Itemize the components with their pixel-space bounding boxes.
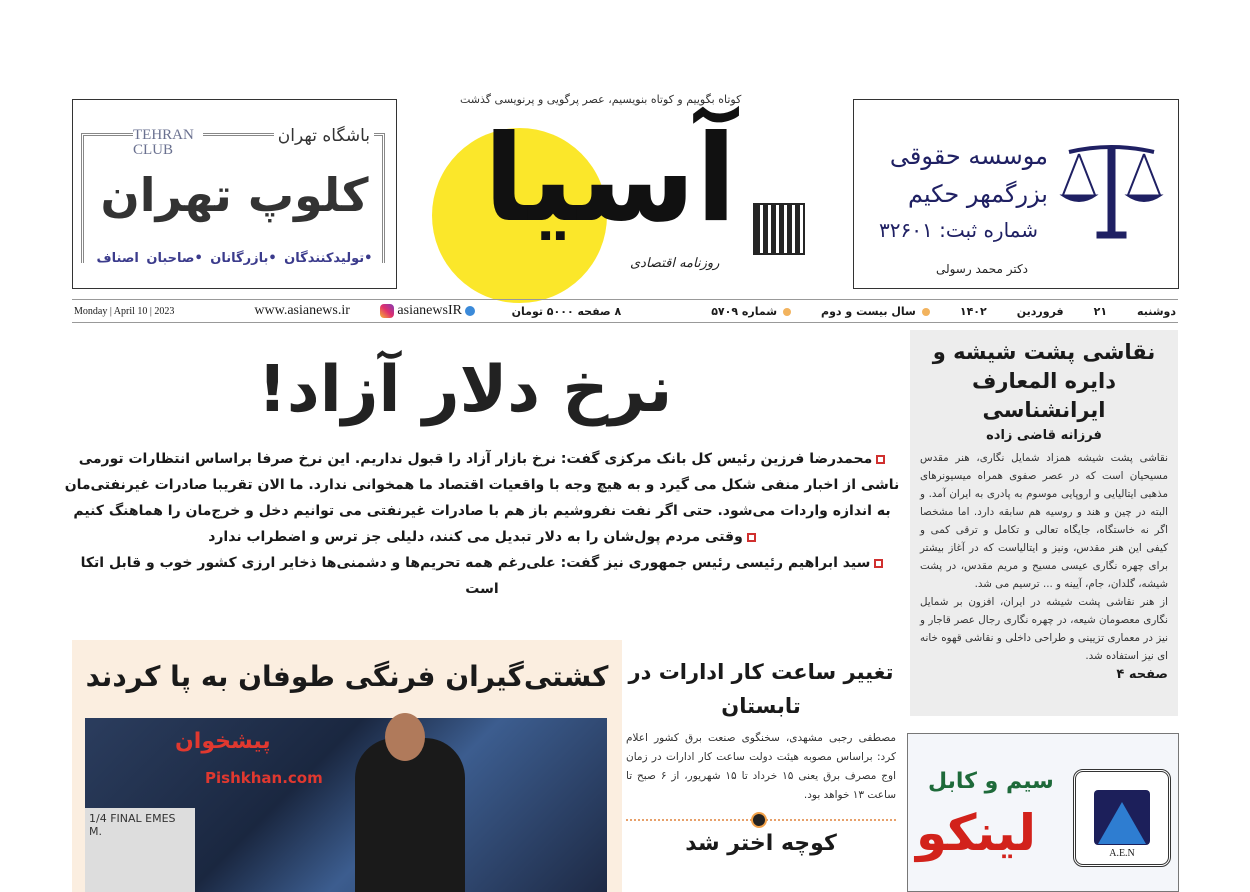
club-en-label: TEHRAN CLUB [133,128,203,158]
square-bullet-icon [874,559,883,568]
sidebar-paragraph: نقاشی پشت شیشه همزاد شمایل نگاری، هنر مقدس مسیحیان است که در عصر صفوی همراه میسیونرهای مذهبی ایتالیایی و اروپایی موسوم به پادری به ایران آمد. و البته در چین و هند و روسیه هم سابقه دارد. اما مشخصا اگر نه خاستگاه، جایگاه تعالی و تکامل و ترقی کمی و کیفی این هنر مقدس، ونیز و ایتالیاست که در آغاز بیشتر برای چهره نگاری عیسی مسیح و مریم مقدس، در پشت شیشه، گلدان، جام، آیینه و ... ترسیم می شد. [920,452,1168,590]
office-hours-title[interactable]: تغییر ساعت کار ادارات در تابستان [628,660,894,718]
sidebar-title: نقاشی پشت شیشه و دایره المعارف ایرانشناسی [932,340,1156,422]
bullet-text: وقتی مردم پول‌شان را به دلار تبدیل می کنند، دلیلی جز ترس و اضطراب ندارد [208,529,743,545]
weekday: دوشنبه [1137,304,1176,318]
square-bullet-icon [876,455,885,464]
ad-tags: •تولیدکنندگان •بازرگانان •صاحبان اصناف [96,251,373,266]
middle-column [626,655,896,856]
ad-law-firm[interactable] [853,99,1179,289]
volume: سال بیست و دوم [821,304,916,318]
masthead-logo [430,90,810,300]
wrestling-photo [85,718,607,892]
sidebar-paragraph: از هنر نقاشی پشت شیشه در ایران، افزون بر شمایل نگاری معصومان شیعه، در چهره نگاری رجال عصر قاجار و نیز در معماری تزیینی و طراحی داخلی و نقاشی قهوه خانه ای نیز استفاده شد. [920,596,1168,662]
bullet-item [64,524,900,550]
year: ۱۴۰۲ [959,304,987,318]
bullet-item [64,550,900,602]
bullet-dot-icon [922,308,930,316]
sport-headline: کشتی‌گیران فرنگی طوفان به پا کردند [85,660,609,693]
main-bullets [64,446,900,602]
masthead-name: آسیا [483,110,737,249]
main-headline[interactable]: نرخ دلار آزاد! [257,353,673,427]
masthead-slogan: کوتاه بگوییم و کوتاه بنویسیم، عصر پرگویی و پرنویسی گذشت [460,93,742,106]
watermark: پیشخوان [175,729,271,754]
office-hours-body: مصطفی رجبی مشهدی، سخنگوی صنعت برق کشور اعلام کرد: براساس مصوبه هیئت دولت ساعت کار ادارات در زمان اوج مصرف برق یعنی ۱۵ خرداد تا ۱۵ شهریور، از ۶ صبح تا ساعت ۱۳ خواهد بود. [626,732,896,801]
website-link[interactable]: www.asianews.ir [254,303,350,318]
sidebar-author: فرزانه قاضی زاده [986,428,1102,443]
scales-of-justice-icon [1059,140,1164,245]
sport-story[interactable] [72,640,622,892]
club-fa-label: باشگاه تهران [274,126,374,146]
bullet-dot-icon [783,308,791,316]
square-bullet-icon [747,533,756,542]
ad-line2: بزرگمهر حکیم [907,180,1048,208]
bullet-text: سید ابراهیم رئیسی رئیس جمهوری نیز گفت: علی‌رغم همه تحریم‌ها و دشمنی‌ها ذخایر ارزی کشور خوب و قابل اتکا است [80,555,871,597]
ad-line1: موسسه حقوقی [889,142,1048,170]
price: ۸ صفحه ۵۰۰۰ تومان [511,304,622,318]
ad-reg: شماره ثبت: ۳۲۶۰۱ [879,218,1038,242]
scoreboard: 1/4 FINAL EMES M. [85,808,195,892]
date-en: Monday | April 10 | 2023 [74,305,175,317]
ad-linko-cable[interactable] [907,733,1179,892]
watermark-en: Pishkhan.com [205,769,323,787]
ad-person: دکتر محمد رسولی [935,262,1028,276]
ad-line1: سیم و کابل [928,769,1054,794]
wrestler-figure [355,738,465,892]
day: ۲۱ [1093,304,1108,318]
dotted-separator [626,819,896,821]
verified-icon [465,306,475,316]
bullet-text: محمدرضا فرزین رئیس کل بانک مرکزی گفت: نرخ بازار آزاد را قبول نداریم. این نرخ صرفا براساس انتظارات تورمی ناشی از اخبار منفی شکل می گیرد و به هیچ وجه با واقعیات اقتصاد ما همخوانی ندارد. ما الان تقریبا صادرات غیرنفتی‌مان به اندازه واردات می‌شود. حتی اگر نفت نفروشیم باز هم با صادرات غیرنفتی می توانیم دخل و خرج‌مان را هماهنگ کنیم [64,451,900,519]
qr-code-icon [755,205,803,253]
logo-text: A.E.N [1109,848,1135,859]
page-reference[interactable]: صفحه ۴ [1116,667,1168,682]
issue-number: شماره ۵۷۰۹ [711,304,778,318]
info-bar [72,299,1178,323]
ad-title: کلوپ تهران [100,168,369,222]
ad-tehran-club[interactable] [72,99,397,289]
ad-brand: لینکو [916,804,1037,862]
wrestler-head [385,713,425,761]
aen-logo [1073,769,1171,867]
bullet-item [64,446,900,524]
month: فروردین [1016,304,1064,318]
masthead-subtitle: روزنامه اقتصادی [630,256,720,271]
sidebar-article[interactable] [910,330,1178,716]
instagram-handle[interactable]: asianewsIR [397,303,462,318]
second-story-title[interactable]: کوچه اختر شد [685,831,837,856]
instagram-icon [380,304,394,318]
